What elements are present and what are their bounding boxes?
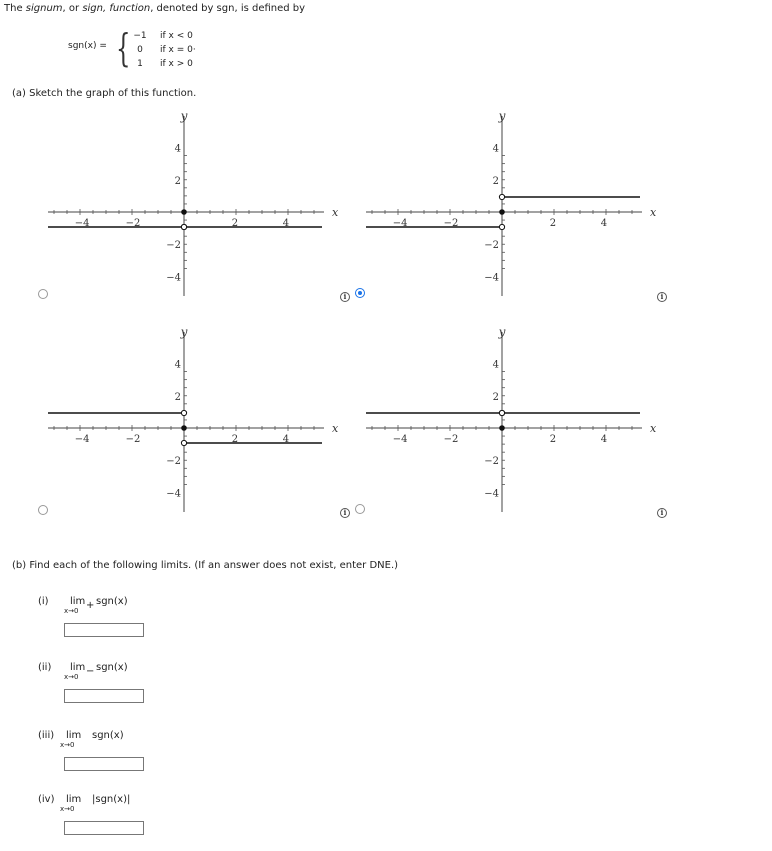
x-tick-label: −2 xyxy=(125,218,141,229)
y-tick-label: −4 xyxy=(166,488,181,500)
x-tick-label: 2 xyxy=(549,434,557,445)
info-icon[interactable]: i xyxy=(340,508,350,518)
x-axis-label: x xyxy=(650,206,657,219)
x-tick-label: 4 xyxy=(600,434,608,445)
limit-subscript: x→0 xyxy=(64,607,79,615)
x-axis-label: x xyxy=(332,206,339,219)
graph-option-radio-A[interactable] xyxy=(38,289,48,299)
x-tick-label: 2 xyxy=(231,434,239,445)
left-brace: { xyxy=(116,26,131,70)
intro-term-sign: sign, function xyxy=(82,3,151,14)
filled-point xyxy=(181,425,187,431)
graph-option-A xyxy=(40,108,340,298)
x-tick-label: 2 xyxy=(231,218,239,229)
piecewise-value: 0 xyxy=(137,45,143,55)
y-tick-label: 2 xyxy=(492,391,499,403)
y-tick-label: −4 xyxy=(484,272,499,284)
y-axis-label: y xyxy=(180,109,188,123)
x-tick-label: 4 xyxy=(282,434,290,445)
limit-number: (i) xyxy=(38,596,49,607)
y-axis-label: y xyxy=(498,109,506,123)
limit-direction: − xyxy=(86,666,95,677)
y-axis-label: y xyxy=(180,325,188,339)
y-tick-label: 4 xyxy=(174,143,181,155)
graph-option-radio-B[interactable] xyxy=(355,288,365,298)
intro-text xyxy=(4,3,305,14)
limit-subscript: x→0 xyxy=(60,741,75,749)
limit-answer-input[interactable] xyxy=(64,821,144,835)
limit-operator: lim xyxy=(70,662,86,673)
piecewise-condition: if x = 0· xyxy=(160,45,196,55)
limit-expression: sgn(x) xyxy=(92,730,124,741)
graph-option-radio-D[interactable] xyxy=(355,504,365,514)
x-tick-label: 2 xyxy=(549,218,557,229)
limit-expression: sgn(x) xyxy=(96,662,128,673)
limit-number: (iii) xyxy=(38,730,55,741)
y-tick-label: −2 xyxy=(484,456,499,468)
open-endpoint xyxy=(499,194,504,199)
limit-answer-input[interactable] xyxy=(64,689,144,703)
limit-operator: lim xyxy=(66,730,82,741)
graph-option-C xyxy=(40,324,340,514)
y-tick-label: −2 xyxy=(484,240,499,252)
x-tick-label: −4 xyxy=(74,218,90,229)
limit-direction: + xyxy=(86,600,95,611)
piecewise-condition: if x > 0 xyxy=(160,59,193,69)
x-tick-label: −2 xyxy=(443,434,459,445)
piecewise-lhs: sgn(x) = xyxy=(68,41,107,51)
graph-option-B xyxy=(358,108,658,298)
x-tick-label: −2 xyxy=(125,434,141,445)
open-endpoint xyxy=(181,440,186,445)
x-tick-label: 4 xyxy=(282,218,290,229)
intro-term-signum: signum xyxy=(25,3,63,14)
graph-option-radio-C[interactable] xyxy=(38,505,48,515)
limit-number: (ii) xyxy=(38,662,52,673)
limit-answer-input[interactable] xyxy=(64,757,144,771)
y-tick-label: −4 xyxy=(166,272,181,284)
x-tick-label: −4 xyxy=(74,434,90,445)
info-icon[interactable]: i xyxy=(657,508,667,518)
limit-operator: lim xyxy=(70,596,86,607)
filled-point xyxy=(499,425,505,431)
x-axis-label: x xyxy=(332,422,339,435)
graph-option-D xyxy=(358,324,658,514)
x-tick-label: −2 xyxy=(443,218,459,229)
part-a-label: (a) Sketch the graph of this function. xyxy=(12,88,197,99)
piecewise-condition: if x < 0 xyxy=(160,31,193,41)
limit-operator: lim xyxy=(66,794,82,805)
limit-expression: |sgn(x)| xyxy=(92,794,131,805)
limit-expression: sgn(x) xyxy=(96,596,128,607)
piecewise-value: 1 xyxy=(137,59,143,69)
intro-pre: The xyxy=(4,3,26,14)
x-axis-label: x xyxy=(650,422,657,435)
y-tick-label: 2 xyxy=(492,175,499,187)
filled-point xyxy=(499,209,505,215)
y-tick-label: 2 xyxy=(174,391,181,403)
limit-answer-input[interactable] xyxy=(64,623,144,637)
intro-post: , denoted by sgn, is defined by xyxy=(150,3,306,14)
y-tick-label: −4 xyxy=(484,488,499,500)
y-tick-label: 4 xyxy=(492,143,499,155)
limit-subscript: x→0 xyxy=(60,805,75,813)
y-tick-label: −2 xyxy=(166,456,181,468)
part-b-label: (b) Find each of the following limits. (If an answer does not exist, enter DNE.) xyxy=(12,560,399,571)
y-tick-label: 2 xyxy=(174,175,181,187)
limit-subscript: x→0 xyxy=(64,673,79,681)
limit-number: (iv) xyxy=(38,794,55,805)
open-endpoint xyxy=(181,224,186,229)
y-tick-label: 4 xyxy=(492,359,499,371)
open-endpoint xyxy=(181,410,186,415)
info-icon[interactable]: i xyxy=(657,292,667,302)
x-tick-label: −4 xyxy=(392,218,408,229)
y-axis-label: y xyxy=(498,325,506,339)
open-endpoint xyxy=(499,410,504,415)
x-tick-label: −4 xyxy=(392,434,408,445)
intro-mid: , or xyxy=(62,3,83,14)
info-icon[interactable]: i xyxy=(340,292,350,302)
y-tick-label: 4 xyxy=(174,359,181,371)
y-tick-label: −2 xyxy=(166,240,181,252)
piecewise-value: −1 xyxy=(133,31,147,41)
filled-point xyxy=(181,209,187,215)
open-endpoint xyxy=(499,224,504,229)
x-tick-label: 4 xyxy=(600,218,608,229)
